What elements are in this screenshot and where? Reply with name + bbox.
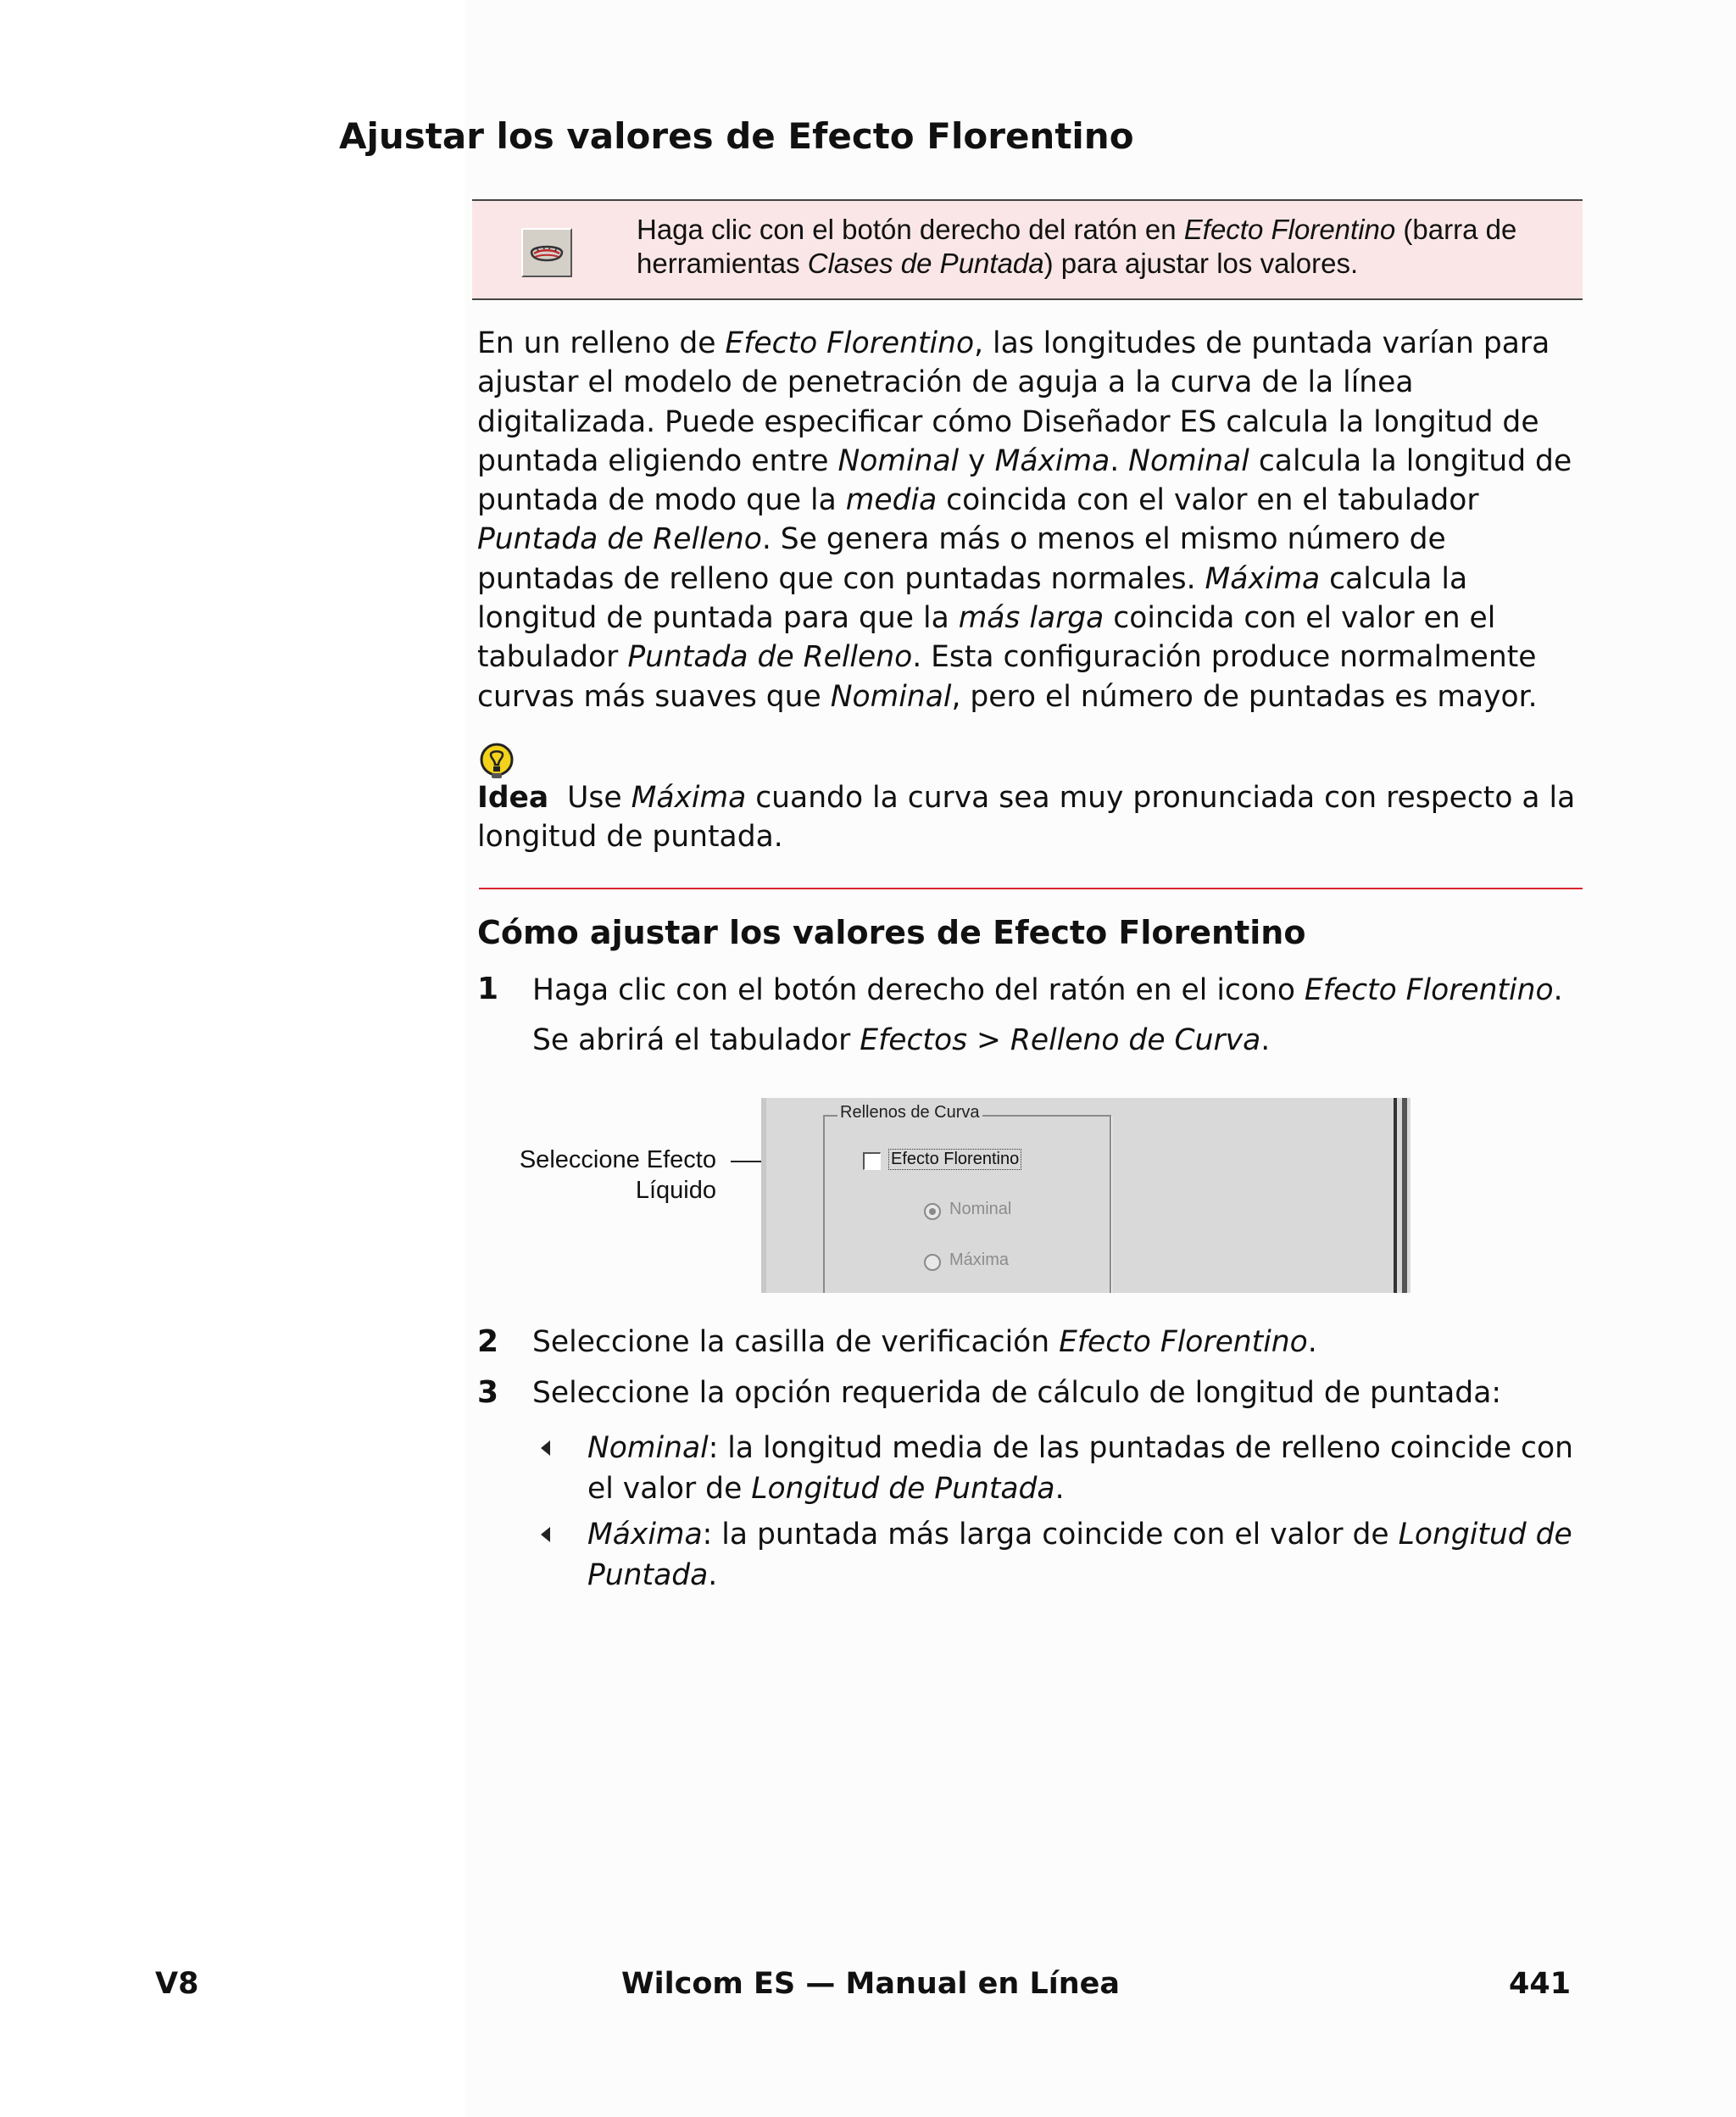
- step-emphasis: Efecto Florentino: [1059, 1325, 1308, 1359]
- lightbulb-icon: [477, 743, 516, 782]
- footer-title: Wilcom ES — Manual en Línea: [621, 1967, 1121, 2001]
- body-emphasis: Nominal: [837, 443, 960, 478]
- body-text: y: [959, 443, 995, 478]
- tip-emphasis: Clases de Puntada: [807, 248, 1044, 279]
- body-paragraph: [477, 324, 1588, 716]
- bullet-icon: [541, 1440, 550, 1456]
- efecto-florentino-checkbox[interactable]: [863, 1152, 881, 1170]
- bullet-text-part: .: [708, 1558, 718, 1592]
- body-text: .: [1110, 443, 1129, 478]
- body-text: calcula la longitud de puntada para que la: [477, 561, 1468, 636]
- bullet-text-part: .: [1054, 1472, 1065, 1506]
- step-text-part: .: [1307, 1325, 1317, 1359]
- bullet-emphasis: Máxima: [587, 1518, 703, 1552]
- dialog-right-edge: [1394, 1098, 1397, 1293]
- step-text: [532, 1323, 1592, 1362]
- step-result-text: [532, 1021, 1592, 1060]
- callout-line: Seleccione Efecto: [519, 1146, 716, 1173]
- figure-callout: [475, 1145, 716, 1206]
- section-title: Cómo ajustar los valores de Efecto Florentino: [477, 914, 1306, 951]
- idea-label: Idea: [477, 781, 549, 815]
- body-text: En un relleno de: [477, 326, 726, 360]
- efecto-florentino-glyph-icon: [523, 230, 570, 276]
- bullet-icon: [541, 1527, 550, 1542]
- idea-text: cuando la curva sea muy pronunciada con respecto a la longitud de puntada.: [477, 781, 1576, 854]
- step-number: 1: [477, 972, 499, 1006]
- bullet-emphasis: Nominal: [587, 1431, 709, 1465]
- body-emphasis: Efecto Florentino: [725, 326, 975, 360]
- step-text-part: .: [1260, 1023, 1271, 1057]
- body-text: coincida con el valor en el tabulador: [937, 483, 1479, 518]
- maxima-radio[interactable]: [924, 1254, 941, 1271]
- footer-page-number: 441: [1509, 1967, 1572, 2001]
- tip-emphasis: Efecto Florentino: [1183, 214, 1396, 245]
- step-text-part: Se abrirá el tabulador: [532, 1023, 860, 1057]
- nominal-radio[interactable]: [924, 1203, 941, 1220]
- efecto-florentino-checkbox-label[interactable]: Efecto Florentino: [888, 1149, 1021, 1170]
- efecto-florentino-toolbar-icon[interactable]: [521, 228, 572, 277]
- tip-text-part: Haga clic con el botón derecho del ratón en: [637, 214, 1184, 245]
- body-emphasis: Máxima: [1205, 561, 1321, 596]
- curve-fill-dialog-screenshot: [761, 1098, 1410, 1293]
- step-text-part: .: [1553, 973, 1563, 1007]
- step-text-part: Haga clic con el botón derecho del ratón en el icono: [532, 973, 1305, 1007]
- body-text: calcula la longitud de puntada de modo que la: [477, 443, 1572, 518]
- bullet-emphasis: Longitud de Puntada: [587, 1518, 1572, 1592]
- body-text: , las longitudes de puntada varían para ajustar el modelo de penetración de aguja a la curva de la línea digitalizada. Puede especificar cómo Diseñador ES calcula la longitud de puntada eligiendo entre: [477, 326, 1550, 478]
- step-text: [532, 971, 1592, 1010]
- step-emphasis: Efecto Florentino: [1304, 973, 1554, 1007]
- step-text-part: Seleccione la casilla de verificación: [532, 1325, 1060, 1359]
- dialog-right-border: [1402, 1098, 1407, 1293]
- idea-emphasis: Máxima: [631, 781, 747, 815]
- tip-text-part: ) para ajustar los valores.: [1043, 248, 1359, 279]
- step-emphasis: Efectos > Relleno de Curva: [860, 1023, 1261, 1057]
- dialog-left-edge: [761, 1098, 766, 1293]
- callout-line: Líquido: [635, 1177, 716, 1204]
- tip-text: [637, 213, 1569, 281]
- body-text: coincida con el valor en el tabulador: [477, 601, 1496, 675]
- body-text: , pero el número de puntadas es mayor.: [951, 679, 1538, 714]
- step-number: 3: [477, 1375, 499, 1410]
- page-title: Ajustar los valores de Efecto Florentino: [339, 115, 1134, 157]
- body-emphasis: Máxima: [994, 443, 1110, 478]
- toolbar-tip-box: [472, 199, 1583, 300]
- body-emphasis: más larga: [958, 601, 1104, 636]
- body-emphasis: Nominal: [830, 679, 952, 714]
- idea-paragraph: [477, 778, 1588, 856]
- body-emphasis: Nominal: [1128, 443, 1249, 478]
- footer-version: V8: [155, 1967, 199, 2001]
- body-emphasis: media: [845, 483, 938, 518]
- step-text: Seleccione la opción requerida de cálculo de longitud de puntada:: [532, 1376, 1501, 1410]
- bullet-text-part: : la puntada más larga coincide con el valor de: [702, 1518, 1399, 1552]
- bullet-text-part: : la longitud media de las puntadas de relleno coincide con el valor de: [587, 1431, 1573, 1506]
- section-divider: [479, 888, 1583, 889]
- step-number: 2: [477, 1324, 499, 1359]
- tip-text-part: (barra de herramientas: [637, 214, 1517, 279]
- bullet-item: [587, 1514, 1588, 1596]
- bullet-emphasis: Longitud de Puntada: [751, 1472, 1055, 1506]
- body-text: . Esta configuración produce normalmente curvas más suaves que: [477, 640, 1537, 714]
- idea-text: Use: [548, 781, 632, 815]
- groupbox-label: Rellenos de Curva: [837, 1103, 982, 1123]
- maxima-radio-label: Máxima: [949, 1251, 1010, 1269]
- body-text: . Se genera más o menos el mismo número de puntadas de relleno que con puntadas normales.: [477, 522, 1446, 596]
- body-emphasis: Puntada de Relleno: [627, 640, 913, 675]
- body-emphasis: Puntada de Relleno: [477, 522, 762, 557]
- nominal-radio-label: Nominal: [949, 1200, 1012, 1218]
- bullet-item: [587, 1428, 1588, 1509]
